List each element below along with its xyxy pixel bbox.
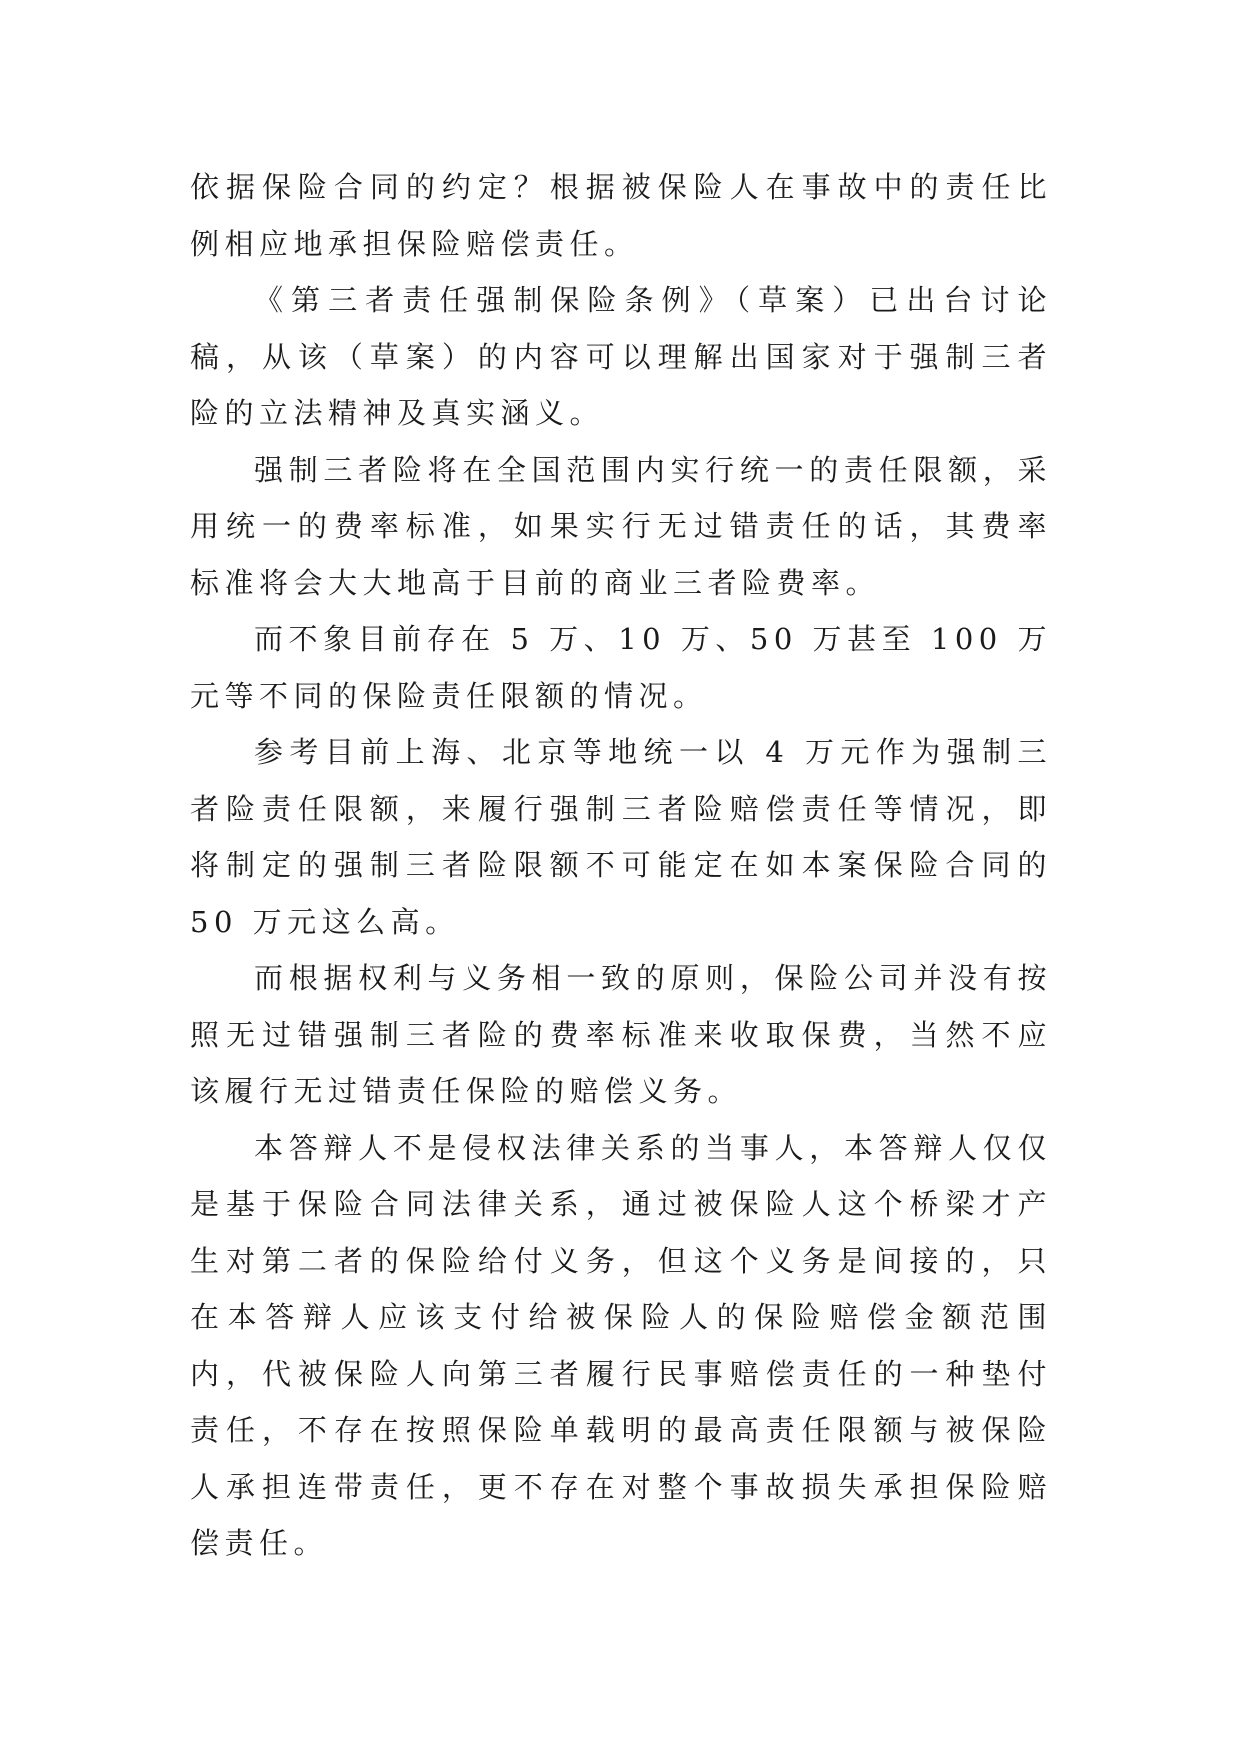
paragraph-1: 依据保险合同的约定？根据被保险人在事故中的责任比例相应地承担保险赔偿责任。 — [190, 170, 1052, 261]
document-body — [190, 159, 1052, 1572]
paragraph-6: 而根据权利与义务相一致的原则，保险公司并没有按照无过错强制三者险的费率标准来收取保费，当然不应该履行无过错责任保险的赔偿义务。 — [190, 961, 1052, 1108]
paragraph-5: 参考目前上海、北京等地统一以 4 万元作为强制三者险责任限额，来履行强制三者险赔偿责任等情况，即将制定的强制三者险限额不可能定在如本案保险合同的 50 万元这么高。 — [190, 735, 1052, 939]
paragraph-4: 而不象目前存在 5 万、10 万、50 万甚至 100 万元等不同的保险责任限额的情况。 — [190, 622, 1052, 713]
paragraph-3: 强制三者险将在全国范围内实行统一的责任限额，采用统一的费率标准，如果实行无过错责任的话，其费率标准将会大大地高于目前的商业三者险费率。 — [190, 452, 1052, 600]
paragraph-2: 《第三者责任强制保险条例》（草案）已出台讨论稿，从该（草案）的内容可以理解出国家对于强制三者险的立法精神及真实涵义。 — [190, 283, 1052, 430]
paragraph-7: 本答辩人不是侵权法律关系的当事人，本答辩人仅仅是基于保险合同法律关系，通过被保险人这个桥梁才产生对第二者的保险给付义务，但这个义务是间接的，只在本答辩人应该支付给被保险人的保险赔偿金额范围内，代被保险人向第三者履行民事赔偿责任的一种垫付责任，不存在按照保险单载明的最高责任限额与被保险人承担连带责任，更不存在对整个事故损失承担保险赔偿责任。 — [190, 1130, 1052, 1560]
